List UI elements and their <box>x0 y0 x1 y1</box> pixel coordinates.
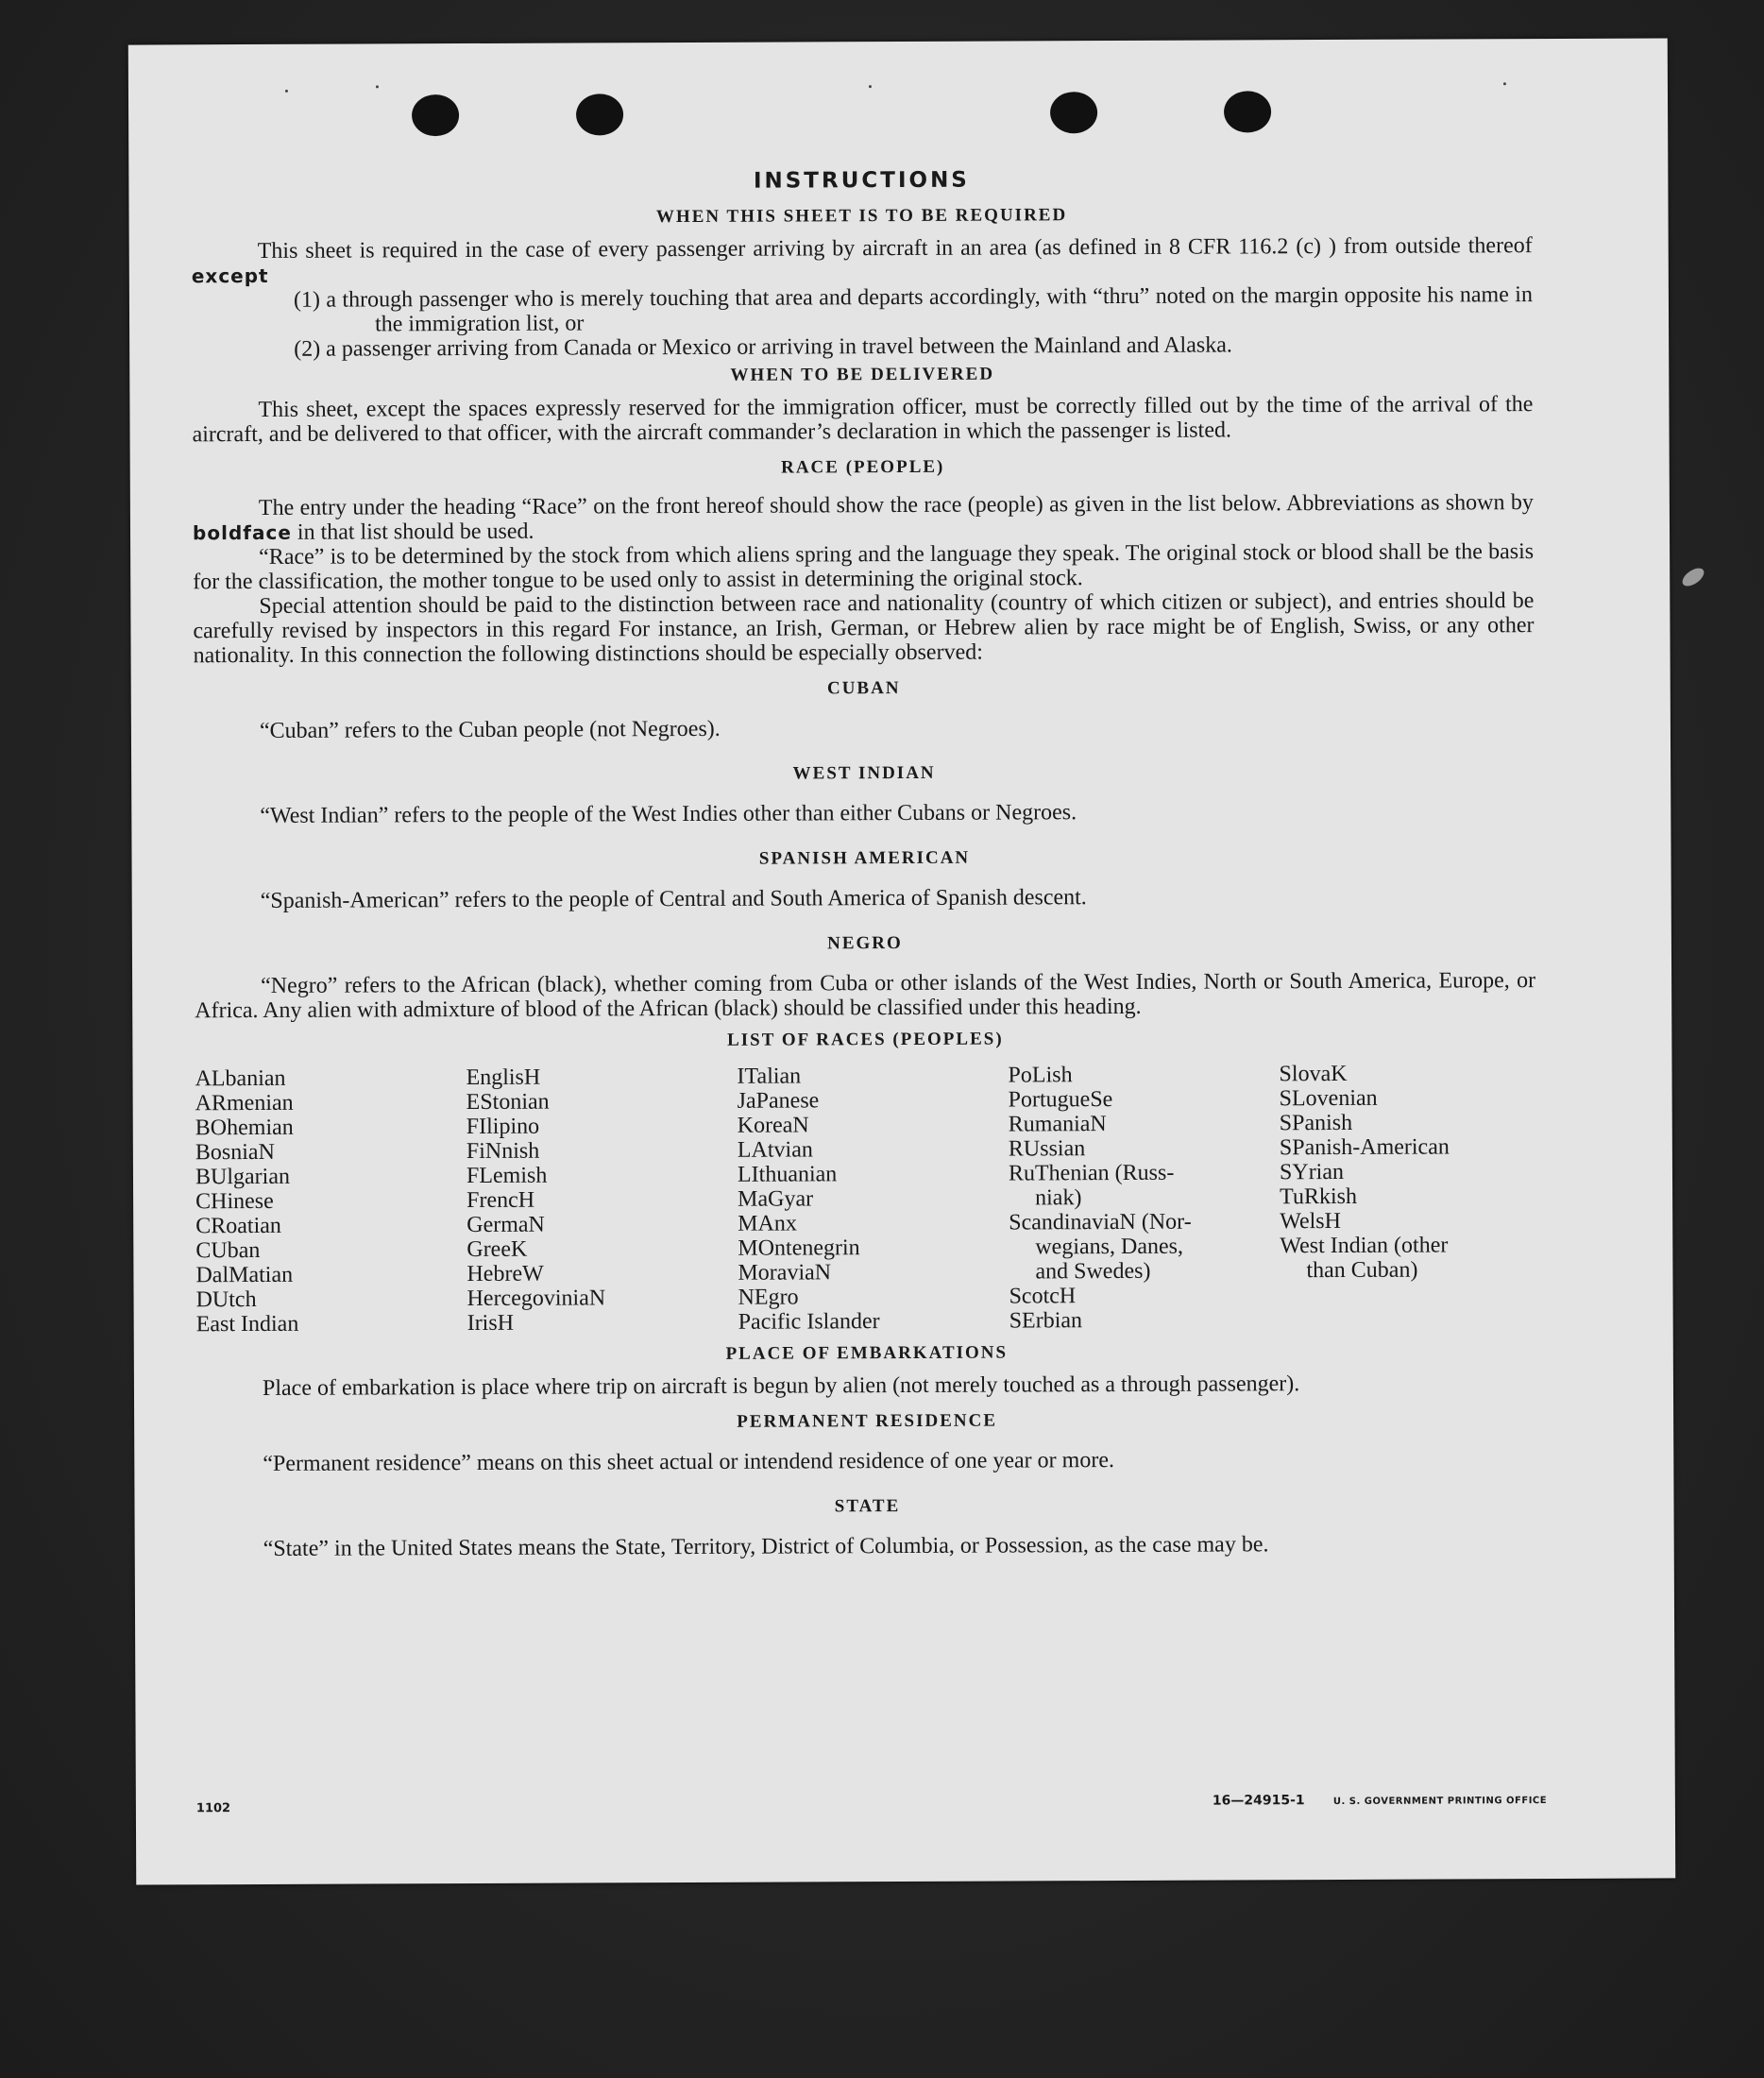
race-entry-continuation: niak) <box>1035 1185 1082 1211</box>
race-entry: HercegoviniaN <box>466 1286 606 1312</box>
race-entry: ScotcH <box>1009 1284 1077 1309</box>
state-text: “State” in the United States means the State, Territory, District of Columbia, or Possession, as the case may be. <box>263 1532 1269 1561</box>
race-entry: FIlipino <box>466 1114 540 1140</box>
race-entry: West Indian (other <box>1280 1233 1449 1259</box>
race-entry: DUtch <box>195 1286 257 1313</box>
punch-hole <box>576 94 623 135</box>
race-entry-continuation: wegians, Danes, <box>1035 1234 1184 1260</box>
heading-negro: NEGRO <box>827 932 903 954</box>
page-footer <box>196 1792 1556 1816</box>
race-entry: FrencH <box>466 1187 535 1214</box>
race-entry: MoraviaN <box>738 1260 832 1286</box>
race-entry: JaPanese <box>737 1088 820 1114</box>
race-entry: FLemish <box>466 1163 548 1189</box>
race-paragraph-3: Special attention should be paid to the distinction between race and nationality (country of which citizen or subject), and entries should be carefully revised by inspectors in this regard For instance, an Irish, German, or Hebrew alien by race might be of English, Swiss, or any other nationality. In this connection the following distinctions should be especially observed: <box>193 588 1535 669</box>
intro-bold-except: except <box>191 264 269 288</box>
race-entry: PortugueSe <box>1008 1087 1113 1113</box>
race-entry-continuation: and Swedes) <box>1035 1258 1151 1285</box>
race-entry: PoLish <box>1008 1063 1073 1088</box>
race-entry: EnglisH <box>466 1065 541 1091</box>
heading-race: RACE (PEOPLE) <box>781 456 945 478</box>
punch-hole <box>1224 91 1271 132</box>
races-column-1 <box>195 1065 466 1337</box>
race-entry: BOhemian <box>195 1115 294 1141</box>
heading-permanent-residence: PERMANENT RESIDENCE <box>737 1410 998 1432</box>
race-entry: SPanish-American <box>1279 1134 1450 1161</box>
exception-item: (1) a through passenger who is merely touching that area and departs accordingly, with “thru” noted on the margin opposite his name in the immigration list, or <box>293 282 1533 337</box>
race-paragraph-2: “Race” is to be determined by the stock from which aliens spring and the language they speak. The original stock or blood shall be the basis for the classification, the mother tongue to be used only to assist in determining the original stock. <box>193 539 1535 595</box>
race-entry: GermaN <box>466 1212 545 1238</box>
race-entry: ScandinaviaN (Nor- <box>1009 1209 1192 1235</box>
punch-hole <box>412 94 459 136</box>
race-entry: SLovenian <box>1279 1085 1378 1112</box>
dust-speck <box>376 85 379 88</box>
race-entry: ARmenian <box>195 1090 294 1116</box>
race-entry: CUban <box>195 1237 261 1264</box>
permanent-residence-text: “Permanent residence” means on this sheet actual or intendend residence of one year or more. <box>263 1448 1115 1476</box>
heading-when-delivered: WHEN TO BE DELIVERED <box>730 364 995 385</box>
races-list <box>195 1061 1536 1337</box>
race-entry: MaGyar <box>738 1186 814 1212</box>
race-p1-text: The entry under the heading “Race” on the front hereof should show the race (people) as given in the list below. Abbreviations as shown by <box>258 490 1534 520</box>
negro-text: “Negro” refers to the African (black), whether coming from Cuba or other islands of the West Indies, North or South America, Europe, or Africa. Any alien with admixture of blood of the African (black) should be classified under this heading. <box>195 968 1536 1024</box>
embarkation-text: Place of embarkation is place where trip on aircraft is begun by alien (not merely touched as a through passenger). <box>262 1371 1300 1401</box>
race-entry: MAnx <box>738 1211 797 1236</box>
dust-speck <box>1503 82 1506 85</box>
spanish-american-text: “Spanish-American” refers to the people of Central and South America of Spanish descent. <box>260 885 1087 913</box>
heading-west-indian: WEST INDIAN <box>792 762 936 784</box>
race-entry: RumaniaN <box>1008 1112 1107 1137</box>
race-entry: ALbanian <box>195 1065 286 1092</box>
race-entry: RuThenian (Russ- <box>1008 1160 1175 1186</box>
intro-text: This sheet is required in the case of every passenger arriving by aircraft in an area (as defined in 8 CFR 116.2 (c) ) from outside thereof <box>257 233 1533 264</box>
races-column-2 <box>466 1065 738 1336</box>
when-required-intro <box>192 233 1533 288</box>
form-number: 1102 <box>195 1801 231 1816</box>
when-delivered-text: This sheet, except the spaces expressly reserved for the immigration officer, must be correctly filled out by the time of the arrival of the aircraft, and be delivered to that officer, with the aircraft commander’s declaration in which the passenger is listed. <box>192 392 1534 448</box>
printer-imprint: U. S. GOVERNMENT PRINTING OFFICE <box>1332 1796 1548 1808</box>
race-entry-continuation: than Cuban) <box>1306 1257 1418 1284</box>
race-entry: BosniaN <box>195 1139 275 1166</box>
race-entry: NEgro <box>738 1285 799 1310</box>
instructions-body <box>191 165 1537 1561</box>
race-entry: ITalian <box>737 1064 802 1089</box>
race-entry: SYrian <box>1279 1159 1345 1185</box>
dust-speck <box>869 85 872 88</box>
cuban-text: “Cuban” refers to the Cuban people (not Negroes). <box>259 716 721 743</box>
document-page <box>128 38 1675 1884</box>
heading-list-of-races: LIST OF RACES (PEOPLES) <box>727 1029 1004 1050</box>
race-entry: LAtvian <box>737 1137 813 1163</box>
races-column-3 <box>737 1064 1009 1335</box>
races-column-5 <box>1279 1061 1551 1332</box>
page-title: INSTRUCTIONS <box>753 167 970 194</box>
race-entry: East Indian <box>195 1311 299 1337</box>
race-entry: RUssian <box>1008 1136 1086 1162</box>
race-entry: IrisH <box>466 1310 515 1337</box>
west-indian-text: “West Indian” refers to the people of the West Indies other than either Cubans or Negroes. <box>260 800 1077 828</box>
punch-hole <box>1050 92 1097 133</box>
race-entry: SPanish <box>1279 1110 1353 1136</box>
race-entry: TuRkish <box>1280 1184 1357 1210</box>
heading-embarkation: PLACE OF EMBARKATIONS <box>725 1342 1009 1364</box>
race-entry: SlovaK <box>1279 1061 1348 1087</box>
race-entry: LIthuanian <box>737 1162 838 1187</box>
race-entry: GreeK <box>466 1236 528 1263</box>
race-entry: KoreaN <box>737 1113 809 1138</box>
race-entry: HebreW <box>466 1261 544 1287</box>
race-paragraph-1 <box>193 490 1534 545</box>
heading-state: STATE <box>834 1496 901 1517</box>
race-entry: MOntenegrin <box>738 1235 860 1261</box>
race-p1-suffix: in that list should be used. <box>297 519 534 545</box>
race-entry: CHinese <box>195 1188 274 1215</box>
heading-spanish-american: SPANISH AMERICAN <box>758 847 971 869</box>
race-entry: SErbian <box>1009 1308 1083 1334</box>
race-entry: FiNnish <box>466 1138 540 1165</box>
print-code: 16—24915-1 <box>1212 1793 1305 1809</box>
race-entry: EStonian <box>466 1089 550 1116</box>
exception-item: (2) a passenger arriving from Canada or Mexico or arriving in travel between the Mainland and Alaska. <box>294 332 1232 362</box>
race-entry: BUlgarian <box>195 1164 291 1190</box>
race-entry: DalMatian <box>195 1262 294 1288</box>
race-entry: CRoatian <box>195 1213 281 1239</box>
dust-speck <box>285 90 288 93</box>
heading-cuban: CUBAN <box>826 678 901 699</box>
races-column-4 <box>1008 1062 1280 1333</box>
heading-when-required: WHEN THIS SHEET IS TO BE REQUIRED <box>655 205 1068 228</box>
race-p1-boldface: boldface <box>192 520 292 545</box>
race-entry: WelsH <box>1280 1208 1341 1235</box>
race-entry: Pacific Islander <box>738 1309 880 1335</box>
